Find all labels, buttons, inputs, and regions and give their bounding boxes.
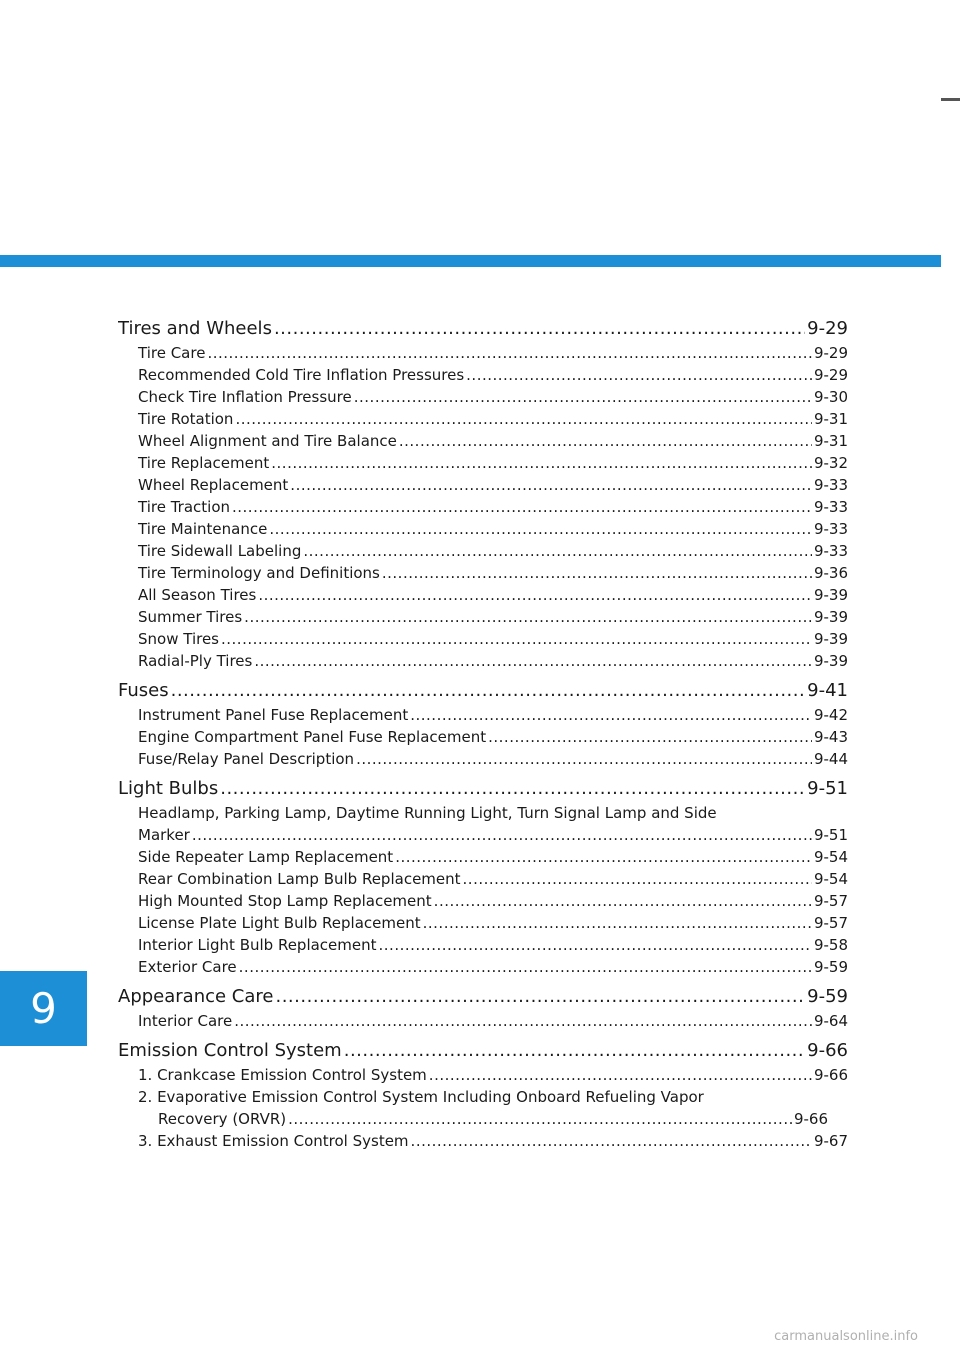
toc-item[interactable]: Check Tire Inflation Pressure ..... 9-30	[118, 386, 848, 408]
header-band	[0, 255, 941, 267]
toc-item[interactable]: Summer Tires ..... 9-39	[118, 606, 848, 628]
toc-item[interactable]: High Mounted Stop Lamp Replacement ..... 9-57	[118, 890, 848, 912]
toc-item[interactable]: Fuse/Relay Panel Description ..... 9-44	[118, 748, 848, 770]
toc-item[interactable]: Tire Care ..... 9-29	[118, 342, 848, 364]
toc-item[interactable]: Recommended Cold Tire Inflation Pressures ..... 9-29	[118, 364, 848, 386]
toc-item[interactable]: Radial-Ply Tires ..... 9-39	[118, 650, 848, 672]
toc-item[interactable]: Tire Replacement ..... 9-32	[118, 452, 848, 474]
toc-item[interactable]: License Plate Light Bulb Replacement ..... 9-57	[118, 912, 848, 934]
toc-section-tires[interactable]: Tires and Wheels ..... 9-29	[118, 316, 848, 342]
toc-item[interactable]: Interior Care ..... 9-64	[118, 1010, 848, 1032]
toc-item-line1[interactable]: Headlamp, Parking Lamp, Daytime Running Light, Turn Signal Lamp and Side	[138, 804, 717, 822]
toc-item[interactable]: All Season Tires ..... 9-39	[118, 584, 848, 606]
toc-section-emission[interactable]: Emission Control System ..... 9-66	[118, 1038, 848, 1064]
toc-item[interactable]: Tire Terminology and Definitions ..... 9-36	[118, 562, 848, 584]
toc-item[interactable]: Engine Compartment Panel Fuse Replacement ..... 9-43	[118, 726, 848, 748]
corner-mark	[941, 98, 960, 101]
watermark: carmanualsonline.info	[774, 1329, 918, 1344]
toc-item[interactable]: Tire Sidewall Labeling ..... 9-33	[118, 540, 848, 562]
toc-item[interactable]: 3. Exhaust Emission Control System ..... 9-67	[118, 1130, 848, 1152]
toc-section-appearance[interactable]: Appearance Care ..... 9-59	[118, 984, 848, 1010]
toc-item[interactable]: Side Repeater Lamp Replacement ..... 9-54	[118, 846, 848, 868]
toc-item[interactable]: Tire Traction ..... 9-33	[118, 496, 848, 518]
toc-item[interactable]: Snow Tires ..... 9-39	[118, 628, 848, 650]
toc-item[interactable]: Instrument Panel Fuse Replacement ..... 9-42	[118, 704, 848, 726]
toc-item[interactable]: Rear Combination Lamp Bulb Replacement ..... 9-54	[118, 868, 848, 890]
toc-item[interactable]: Interior Light Bulb Replacement ..... 9-58	[118, 934, 848, 956]
toc-item[interactable]: Tire Maintenance ..... 9-33	[118, 518, 848, 540]
chapter-number: 9	[30, 984, 57, 1033]
toc-item[interactable]: Tire Rotation ..... 9-31	[118, 408, 848, 430]
table-of-contents	[118, 316, 848, 1152]
chapter-tab[interactable]	[0, 971, 87, 1046]
toc-section-fuses[interactable]: Fuses ..... 9-41	[118, 678, 848, 704]
toc-item[interactable]: Recovery (ORVR) ..... 9-66	[118, 1108, 828, 1130]
toc-item[interactable]: Wheel Replacement ..... 9-33	[118, 474, 848, 496]
toc-item[interactable]: Marker ..... 9-51	[118, 824, 848, 846]
toc-section-bulbs[interactable]: Light Bulbs ..... 9-51	[118, 776, 848, 802]
toc-item[interactable]: Wheel Alignment and Tire Balance ..... 9-31	[118, 430, 848, 452]
toc-item[interactable]: 1. Crankcase Emission Control System ..... 9-66	[118, 1064, 848, 1086]
toc-item-line1[interactable]: 2. Evaporative Emission Control System Including Onboard Refueling Vapor	[138, 1088, 704, 1106]
toc-item[interactable]: Exterior Care ..... 9-59	[118, 956, 848, 978]
